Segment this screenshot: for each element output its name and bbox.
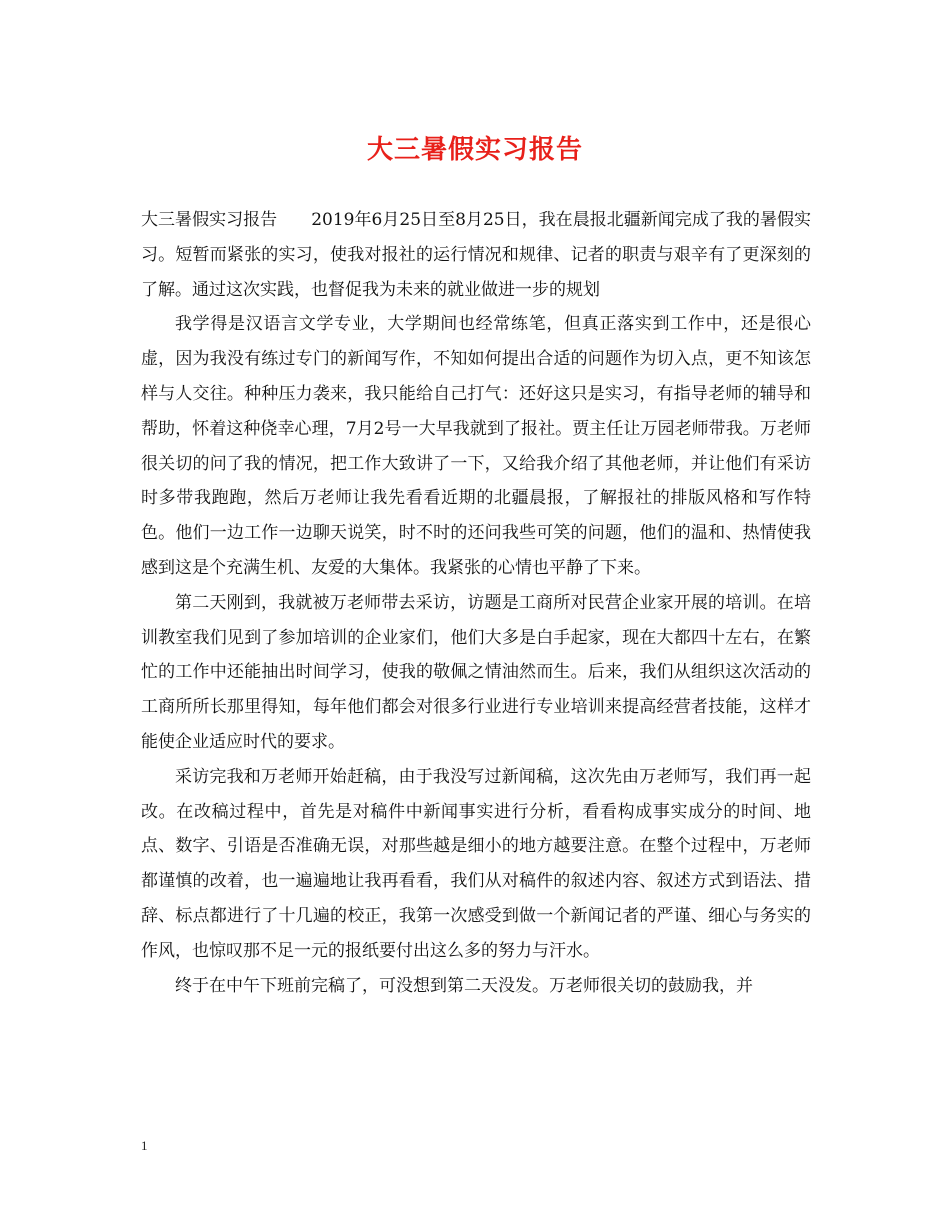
paragraph-5: 终于在中午下班前完稿了，可没想到第二天没发。万老师很关切的鼓励我，并: [175, 975, 753, 996]
document-body: [141, 203, 811, 1003]
paragraph-2: 我学得是汉语言文学专业，大学期间也经常练笔，但真正落实到工作中，还是很心虚，因为我没有练过专门的新闻写作，不知如何提出合适的问题作为切入点，更不知该怎样与人交往。种种压力袭来，我只能给自己打气：还好这只是实习，有指导老师的辅导和帮助，怀着这种侥幸心理，7月2号一大早我就到了报社。贾主任让万园老师带我。万老师很关切的问了我的情况，把工作大致讲了一下，又给我介绍了其他老师，并让他们有采访时多带我跑跑，然后万老师让我先看看近期的北疆晨报，了解报社的排版风格和写作特色。他们一边工作一边聊天说笑，时不时的还问我些可笑的问题，他们的温和、热情使我感到这是个充满生机、友爱的大集体。我紧张的心情也平静了下来。: [141, 314, 811, 578]
page-number: 1: [141, 1138, 148, 1153]
paragraph-intro: 大三暑假实习报告 2019年6月25日至8月25日，我在晨报北疆新闻完成了我的暑假实习。短暂而紧张的实习，使我对报社的运行情况和规律、记者的职责与艰辛有了更深刻的了解。通过这次实践，也督促我为未来的就业做进一步的规划: [141, 210, 811, 300]
document-title: 大三暑假实习报告: [366, 135, 583, 165]
paragraph-3: 第二天刚到，我就被万老师带去采访，访题是工商所对民营企业家开展的培训。在培训教室我们见到了参加培训的企业家们，他们大多是白手起家，现在大都四十左右，在繁忙的工作中还能抽出时间学习，使我的敬佩之情油然而生。后来，我们从组织这次活动的工商所所长那里得知，每年他们都会对很多行业进行专业培训来提高经营者技能，这样才能使企业适应时代的要求。: [141, 592, 811, 752]
paragraph-4: 采访完我和万老师开始赶稿，由于我没写过新闻稿，这次先由万老师写，我们再一起改。在改稿过程中，首先是对稿件中新闻事实进行分析，看看构成事实成分的时间、地点、数字、引语是否准确无误，对那些越是细小的地方越要注意。在整个过程中，万老师都谨慎的改着，也一遍遍地让我再看看，我们从对稿件的叙述内容、叙述方式到语法、措辞、标点都进行了十几遍的校正，我第一次感受到做一个新闻记者的严谨、细心与务实的作风，也惊叹那不足一元的报纸要付出这么多的努力与汗水。: [141, 766, 811, 961]
